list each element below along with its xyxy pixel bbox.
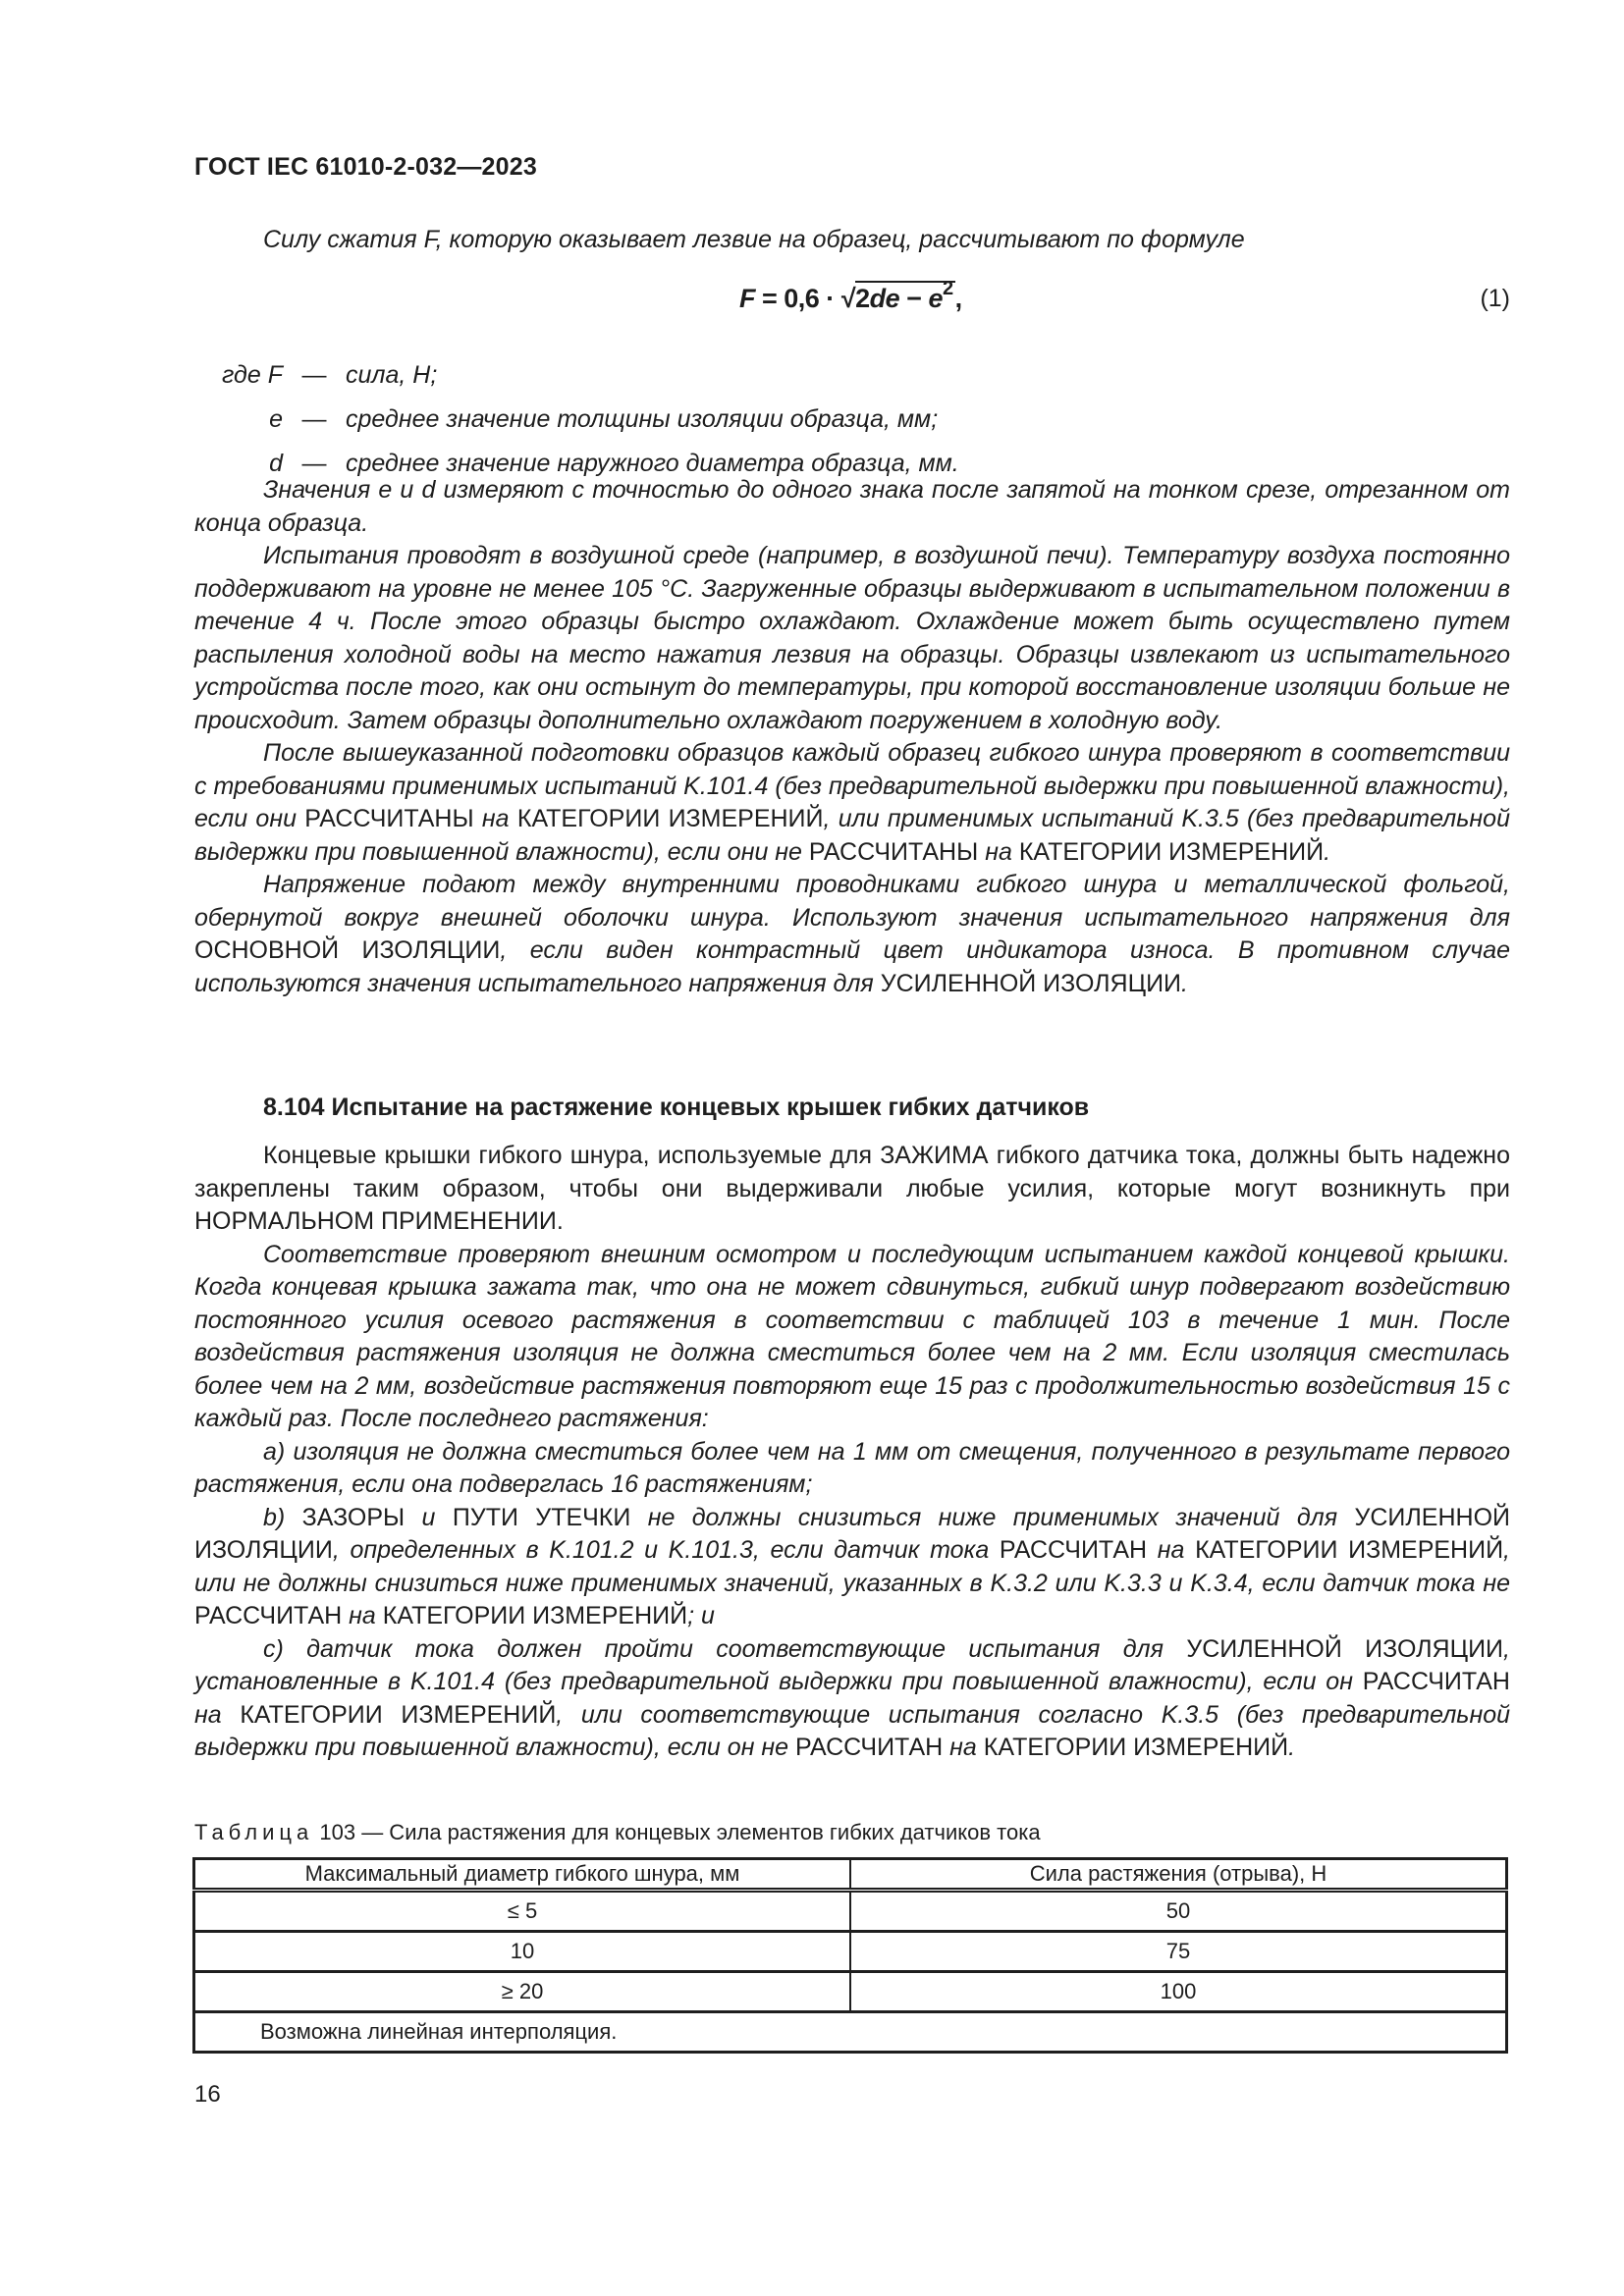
text-span: После вышеуказанной подготовки образцов каждый образец гибкого шнура проверяют в соответствии с требованиями применимых испытаний K.101.4 (без предварительной выдержки при повышенной влажности), если они <box>194 739 1510 832</box>
where-symbol: d <box>269 450 283 477</box>
cell-diameter: ≤ 5 <box>194 1891 851 1932</box>
section-body <box>194 1140 1510 1765</box>
where-dash: — <box>301 450 327 477</box>
cell-diameter: ≥ 20 <box>194 1972 851 2012</box>
text-span: и <box>405 1503 453 1531</box>
text-span: на <box>194 1700 241 1729</box>
term-reinforced-insulation: УСИЛЕННОЙ ИЗОЛЯЦИИ <box>194 1503 1510 1564</box>
formula-number: (1) <box>1480 285 1510 312</box>
term-measurement-category: КАТЕГОРИИ ИЗМЕРЕНИЙ <box>240 1700 557 1729</box>
text-span: c) датчик тока должен пройти соответствующие испытания для <box>263 1634 1187 1663</box>
text-span: на <box>978 837 1019 866</box>
table-row <box>194 1932 1507 1972</box>
where-description: среднее значение толщины изоляции образца, мм; <box>346 405 939 433</box>
text-span: на <box>473 805 517 832</box>
table-header-row <box>194 1859 1507 1891</box>
text-span: Концевые крышки гибкого шнура, используемые для <box>263 1142 881 1169</box>
where-row <box>194 398 959 442</box>
table-note: Возможна линейная интерполяция. <box>194 2012 1507 2053</box>
formula <box>739 278 962 314</box>
text-span: не должны снизиться ниже применимых значений для <box>630 1503 1355 1531</box>
term-rated: РАССЧИТАН <box>795 1734 944 1761</box>
table-note-row <box>194 2012 1507 2053</box>
paragraph-voltage <box>194 869 1510 1000</box>
paragraph-measurement: Значения e и d измеряют с точностью до одного знака после запятой на тонком срезе, отрезанном от конца образца. <box>194 476 1510 537</box>
where-description: сила, Н; <box>346 361 438 389</box>
term-reinforced-insulation: УСИЛЕННОЙ ИЗОЛЯЦИИ <box>880 969 1182 997</box>
text-span: ; и <box>687 1602 715 1629</box>
term-measurement-category: КАТЕГОРИИ ИЗМЕРЕНИЙ <box>1195 1536 1504 1564</box>
text-span: гибкого датчика тока, должны быть надежно закреплены таким образом, чтобы они выдерживали любые усилия, которые могут возникнуть при <box>194 1142 1510 1202</box>
term-measurement-category: КАТЕГОРИИ ИЗМЕРЕНИЙ <box>382 1602 688 1629</box>
term-creepage: ПУТИ УТЕЧКИ <box>452 1503 631 1531</box>
column-header-diameter: Максимальный диаметр гибкого шнура, мм <box>194 1859 851 1891</box>
term-basic-insulation: ОСНОВНОЙ ИЗОЛЯЦИИ <box>194 936 501 964</box>
formula-row <box>194 277 1510 326</box>
document-code-header: ГОСТ IEC 61010-2-032—2023 <box>194 153 537 181</box>
page-number: 16 <box>194 2081 221 2108</box>
text-span: , если виден контрастный цвет индикатора износа. В противном случае используются значения испытательного напряжения для <box>194 936 1510 997</box>
text-span: на <box>1147 1536 1196 1564</box>
paragraph-compliance: Соответствие проверяют внешним осмотром и последующим испытанием каждой концевой крышки. Когда концевая крышка зажата так, что она не может сдвинуться, гибкий шнур подвергают воздействию постоянного усилия осевого растяжения в соответствии с таблицей 103 в течение 1 мин. После воздействия растяжения изоляция не должна сместиться более чем на 2 мм. Если изоляция сместилась более чем на 2 мм, воздействие растяжения повторяют еще 15 раз с продолжительностью воздействия 15 с каждый раз. После последнего растяжения: <box>194 1240 1510 1432</box>
radicand-de: de <box>869 284 900 313</box>
term-rated: РАССЧИТАНЫ <box>808 837 979 866</box>
term-measurement-category: КАТЕГОРИИ ИЗМЕРЕНИЙ <box>1018 837 1325 866</box>
table-row <box>194 1972 1507 2012</box>
text-span: . <box>1324 837 1331 866</box>
list-item-c <box>194 1633 1510 1765</box>
intro-text: Силу сжатия F, которую оказывает лезвие на образец, рассчитывают по формуле <box>263 226 1245 253</box>
term-measurement-category: КАТЕГОРИИ ИЗМЕРЕНИЙ <box>516 805 824 832</box>
test-procedure-text <box>194 474 1510 1000</box>
term-rated: РАССЧИТАНЫ <box>304 805 474 832</box>
term-rated: РАССЧИТАН <box>1362 1668 1510 1695</box>
tension-force-table <box>192 1857 1508 2054</box>
cell-force: 50 <box>850 1891 1507 1932</box>
section-heading: 8.104 Испытание на растяжение концевых крышек гибких датчиков <box>263 1094 1090 1121</box>
where-list <box>194 353 959 486</box>
formula-lhs: F <box>739 284 755 313</box>
text-span: , определенных в K.101.2 и K.101.3, если датчик тока <box>332 1536 1000 1564</box>
text-span: . <box>556 1207 564 1235</box>
radicand-minus: − <box>899 284 929 313</box>
text-span: , или не должны снизиться ниже применимых значений, указанных в K.3.2 или K.3.3 и K.3.4, если датчик тока не <box>194 1536 1510 1597</box>
where-symbol: где F <box>222 361 283 389</box>
term-clamp: ЗАЖИМА <box>880 1142 989 1169</box>
text-span: . <box>1181 969 1188 997</box>
formula-equals: = 0,6 · <box>755 284 841 313</box>
list-item-b <box>194 1502 1510 1633</box>
column-header-force: Сила растяжения (отрыва), Н <box>850 1859 1507 1891</box>
text-span: на <box>943 1734 984 1761</box>
term-measurement-category: КАТЕГОРИИ ИЗМЕРЕНИЙ <box>983 1734 1289 1761</box>
text-span: , или применимых испытаний K.3.5 (без предварительной выдержки при повышенной влажности), если они не <box>194 805 1510 866</box>
where-description: среднее значение наружного диаметра образца, мм. <box>346 450 959 477</box>
cell-force: 75 <box>850 1932 1507 1972</box>
cell-force: 100 <box>850 1972 1507 2012</box>
table-caption-label: Таблица <box>194 1820 314 1844</box>
radicand-coefficient: 2 <box>855 284 870 313</box>
term-normal-use: НОРМАЛЬНОМ ПРИМЕНЕНИИ <box>194 1207 557 1235</box>
where-symbol: e <box>269 405 283 433</box>
formula-radicand <box>855 278 954 313</box>
paragraph-requirement <box>194 1140 1510 1239</box>
text-span: , или соответствующие испытания согласно K.3.5 (без предварительной выдержки при повышенной влажности), если он не <box>194 1700 1511 1761</box>
term-rated: РАССЧИТАН <box>194 1602 343 1629</box>
list-item-a: а) изоляция не должна сместиться более чем на 1 мм от смещения, полученного в результате первого растяжения, если она подверглась 16 растяжениям; <box>194 1437 1510 1498</box>
paragraph-air-test: Испытания проводят в воздушной среде (например, в воздушной печи). Температуру воздуха постоянно поддерживают на уровне не менее 105 °С. Загруженные образцы выдерживают в испытательном положении в течение 4 ч. После этого образцы быстро охлаждают. Охлаждение может быть осуществлено путем распыления холодной воды на место нажатия лезвия на образцы. Образцы извлекают из испытательного устройства после того, как они остынут до температуры, при которой восстановление изоляции больше не происходит. Затем образцы дополнительно охлаждают погружением в холодную воду. <box>194 542 1510 734</box>
table-caption-text: 103 — Сила растяжения для концевых элементов гибких датчиков тока <box>313 1820 1041 1844</box>
intro-paragraph <box>194 224 1510 257</box>
paragraph-after-conditioning <box>194 737 1510 869</box>
radicand-e: e <box>928 284 943 313</box>
text-span: b) <box>263 1503 302 1531</box>
term-rated: РАССЧИТАН <box>999 1536 1148 1564</box>
term-clearances: ЗАЗОРЫ <box>301 1503 406 1531</box>
text-span: , установленные в K.101.4 (без предварительной выдержки при повышенной влажности), если он <box>194 1634 1510 1695</box>
radicand-exponent: 2 <box>943 278 953 299</box>
where-dash: — <box>301 361 327 389</box>
table-row <box>194 1891 1507 1932</box>
formula-comma: , <box>954 284 962 313</box>
where-row <box>194 353 959 398</box>
text-span: на <box>342 1602 383 1629</box>
text-span: . <box>1288 1734 1296 1761</box>
sqrt-icon: √ <box>840 284 856 313</box>
where-dash: — <box>301 405 327 433</box>
table-caption <box>194 1820 1041 1845</box>
text-span: Напряжение подают между внутренними проводниками гибкого шнура и металлической фольгой, обернутой вокруг внешней оболочки шнура. Используют значения испытательного напряжения для <box>194 871 1510 932</box>
term-reinforced-insulation: УСИЛЕННОЙ ИЗОЛЯЦИИ <box>1186 1634 1504 1663</box>
cell-diameter: 10 <box>194 1932 851 1972</box>
